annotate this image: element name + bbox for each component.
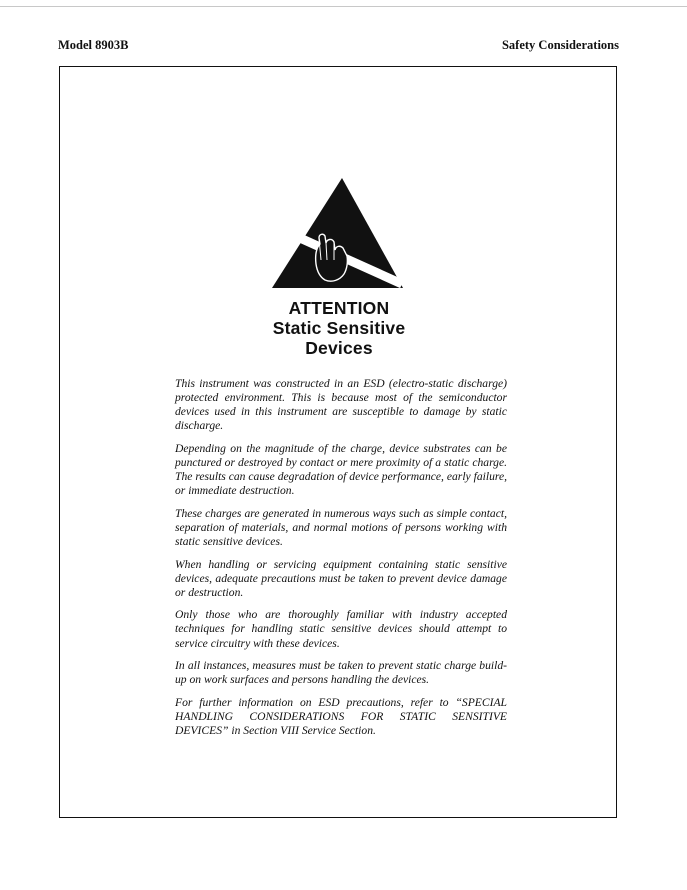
paragraph-charge-generation: These charges are generated in numerous ways such as simple contact, separation of materials, and normal motions of persons working with static sensitive devices. [175, 506, 507, 548]
notice-body [175, 377, 507, 747]
top-rule [0, 6, 687, 7]
paragraph-qualified-personnel: Only those who are thoroughly familiar with industry accepted techniques for handling static sensitive devices should attempt to service circuitry with these devices. [175, 608, 507, 650]
header-section-title: Safety Considerations [501, 38, 619, 52]
paragraph-handling-precautions: When handling or servicing equipment containing static sensitive devices, adequate precautions must be taken to prevent device damage or destruction. [175, 557, 507, 599]
paragraph-prevent-buildup: In all instances, measures must be taken to prevent static charge build-up on work surfaces and persons handling the devices. [175, 659, 507, 687]
paragraph-further-information: For further information on ESD precautions, refer to “SPECIAL HANDLING CONSIDERATIONS FOR STATIC SENSITIVE DEVICES” in Section VIII Service Section. [175, 695, 507, 737]
notice-heading-devices: Devices [305, 338, 373, 358]
paragraph-charge-magnitude: Depending on the magnitude of the charge, device substrates can be punctured or destroyed by contact or mere proximity of a static charge. The results can cause degradation of device performance, early failure, or immediate destruction. [175, 441, 507, 498]
notice-heading-static-sensitive: Static Sensitive [272, 318, 406, 338]
paragraph-esd-environment: This instrument was constructed in an ESD (electro-static discharge) protected environment. This is because most of the semiconductor devices used in this instrument are susceptible to damage by static discharge. [175, 377, 507, 433]
notice-heading-attention: ATTENTION [288, 298, 390, 318]
esd-warning-triangle-icon [270, 176, 405, 291]
header-model: Model 8903B [58, 38, 129, 52]
